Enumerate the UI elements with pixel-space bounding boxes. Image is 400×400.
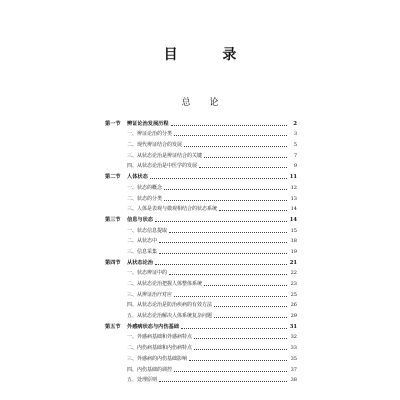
toc-item-entry[interactable]	[105, 351, 297, 362]
toc-item-entry[interactable]	[105, 180, 297, 191]
dot-leader	[169, 232, 287, 233]
dot-leader	[159, 381, 287, 382]
entry-label: 五、从状态论治解决人体系统复杂问题	[127, 313, 213, 320]
page-number: 22	[290, 270, 297, 277]
entry-label: 三、外感病的内伤基础影响	[127, 355, 188, 362]
page-number: 37	[290, 366, 297, 373]
entry-label: 二、从状态中	[127, 238, 158, 245]
entry-label: 四、从状态论治是中医学的发展	[127, 163, 198, 170]
toc-item-entry[interactable]	[105, 202, 297, 213]
entry-label: 二、从状态论治把握人体整体系统	[127, 281, 203, 287]
toc-item-entry[interactable]	[105, 137, 297, 148]
page-number: 3	[293, 131, 297, 138]
toc-item-entry[interactable]	[105, 266, 297, 277]
dot-leader	[171, 125, 287, 126]
entry-label: 三、信息采集	[127, 248, 158, 255]
dot-leader	[150, 178, 287, 179]
page-number: 33	[290, 345, 297, 352]
page-number: 31	[289, 323, 297, 330]
page-number: 2	[293, 120, 297, 127]
part-title: 总 论	[181, 98, 227, 108]
toc-item-entry[interactable]	[105, 287, 297, 298]
dot-leader	[159, 242, 287, 243]
page-number: 18	[290, 238, 297, 245]
toc-item-entry[interactable]	[105, 298, 297, 309]
page-number: 15	[290, 227, 297, 234]
page-number: 26	[290, 302, 297, 309]
dot-leader	[164, 200, 287, 201]
entry-label: 四、从状态论治是防治疾病的有效方法	[127, 302, 213, 309]
dot-leader	[219, 210, 287, 211]
toc-item-entry[interactable]	[105, 362, 297, 373]
section-number: 第二节	[105, 174, 121, 181]
dot-leader	[194, 349, 287, 350]
page-number: 23	[290, 281, 297, 287]
entry-label: 辨证论治发展历程	[127, 120, 169, 127]
page-number: 38	[290, 377, 297, 384]
page-number: 12	[290, 184, 297, 191]
toc-list	[105, 116, 297, 383]
toc-item-entry[interactable]	[105, 244, 297, 255]
toc-item-entry[interactable]	[105, 191, 297, 202]
toc-section-entry[interactable]	[105, 169, 297, 180]
page-number: 25	[290, 291, 297, 298]
page-number: 21	[289, 259, 297, 266]
entry-label: 从状态论治	[127, 259, 153, 266]
page-number: 29	[290, 313, 297, 320]
section-number: 第四节	[105, 259, 121, 266]
page-number: 13	[290, 195, 297, 202]
section-number: 第五节	[105, 323, 121, 330]
dot-leader	[169, 274, 287, 275]
entry-label: 四、内伤基础的调控	[127, 366, 173, 373]
dot-leader	[214, 317, 287, 318]
dot-leader	[155, 264, 287, 265]
page-number: 11	[289, 174, 297, 181]
toc-item-entry[interactable]	[105, 234, 297, 245]
entry-label: 人体状态	[127, 174, 148, 181]
entry-label: 一、状态的概念	[127, 184, 163, 191]
page-number: 7	[293, 152, 297, 159]
dot-leader	[164, 189, 287, 190]
dot-leader	[174, 135, 287, 136]
toc-title: 目 录	[163, 47, 257, 63]
toc-section-entry[interactable]	[105, 212, 297, 223]
entry-label: 二、现代辨证结合的发展	[127, 142, 183, 149]
entry-label: 外感病状态与内伤基础	[127, 323, 179, 330]
toc-section-entry[interactable]	[105, 255, 297, 266]
entry-label: 三、从状态论治是辨证结合的关键	[127, 152, 203, 159]
toc-item-entry[interactable]	[105, 276, 297, 287]
page-number: 19	[290, 248, 297, 255]
toc-item-entry[interactable]	[105, 223, 297, 234]
dot-leader	[155, 221, 287, 222]
entry-label: 信息与状态	[127, 216, 153, 223]
toc-section-entry[interactable]	[105, 319, 297, 330]
entry-label: 一、状态信息提取	[127, 227, 168, 234]
dot-leader	[204, 157, 287, 158]
toc-item-entry[interactable]	[105, 148, 297, 159]
toc-item-entry[interactable]	[105, 308, 297, 319]
dot-leader	[214, 306, 287, 307]
dot-leader	[174, 296, 287, 297]
entry-label: 五、处理原则	[127, 377, 158, 384]
section-number: 第三节	[105, 216, 121, 223]
dot-leader	[204, 285, 287, 286]
entry-label: 三、人体是表观与微观相结合的状态系统	[127, 206, 218, 213]
dot-leader	[184, 146, 287, 147]
entry-label: 一、状态辨证中的	[127, 270, 168, 277]
entry-label: 一、外感病基础和外感病特点	[127, 334, 193, 341]
page-number: 9	[293, 163, 297, 170]
entry-label: 一、辨证论治的分类	[127, 131, 173, 138]
page-number: 35	[290, 355, 297, 362]
dot-leader	[181, 328, 287, 329]
entry-label: 二、状态的分类	[127, 195, 163, 202]
toc-item-entry[interactable]	[105, 159, 297, 170]
dot-leader	[199, 167, 287, 168]
dot-leader	[194, 338, 287, 339]
page-number: 32	[290, 334, 297, 341]
toc-item-entry[interactable]	[105, 127, 297, 138]
page-number: 14	[290, 206, 297, 213]
entry-label: 二、内伤病基础和内伤病特点	[127, 345, 193, 352]
page-number: 5	[293, 142, 297, 149]
toc-item-entry[interactable]	[105, 330, 297, 341]
toc-item-entry[interactable]	[105, 340, 297, 351]
dot-leader	[174, 371, 287, 372]
toc-item-entry[interactable]	[105, 373, 297, 384]
page-number: 14	[289, 216, 297, 223]
dot-leader	[159, 253, 287, 254]
entry-label: 三、从辨证治疗对应	[127, 291, 173, 298]
section-number: 第一节	[105, 120, 121, 127]
toc-section-entry[interactable]	[105, 116, 297, 127]
dot-leader	[189, 360, 287, 361]
